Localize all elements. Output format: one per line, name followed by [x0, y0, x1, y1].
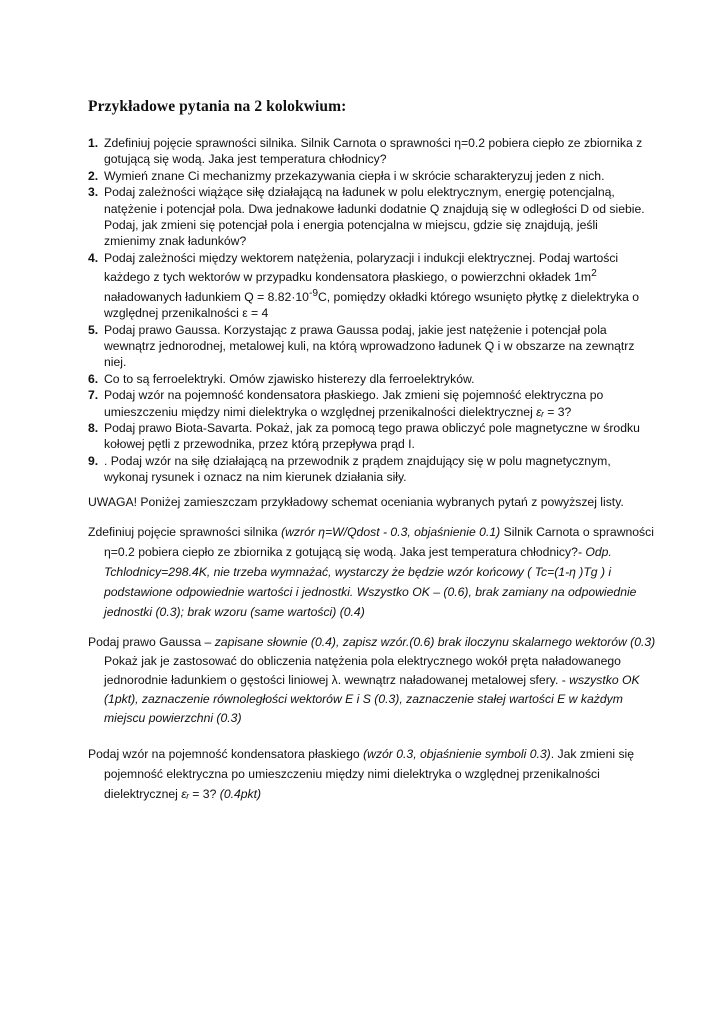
question-list: [88, 135, 648, 486]
block-text: Podaj wzór na pojemność kondensatora płaskiego: [88, 747, 364, 761]
list-item: [88, 371, 648, 387]
grading-block-gauss: [88, 633, 656, 728]
item-text: Wymień znane Ci mechanizmy przekazywania ciepła i w skrócie scharakteryzuj jeden z nich.: [104, 168, 605, 183]
list-item: [88, 250, 648, 322]
epsilon-symbol: εᵣ: [536, 404, 544, 419]
list-item: [88, 322, 648, 371]
list-item: [88, 184, 648, 250]
item-text: . Podaj wzór na siłę działającą na przewodnik z prądem znajdujący się w polu magnetycznym, wykonaj rysunek i oznacz na nim kierunek działania siły.: [104, 453, 611, 485]
list-item: [88, 453, 648, 486]
block-italic: wszystko OK (1pkt), zaznaczenie równoległości wektorów E i S (0.3), zaznaczenie stałej wartości E w każdym miejscu powierzchni (0.3): [104, 673, 640, 725]
item-text: Co to są ferroelektryki. Omów zjawisko histerezy dla ferroelektryków.: [104, 371, 475, 386]
item-number: 3.: [88, 185, 99, 200]
item-text: Podaj prawo Gaussa. Korzystając z prawa Gaussa podaj, jakie jest natężenie i potencjał pola wewnątrz jednorodnej, metalowej kuli, na którą wprowadzono ładunek Q i w obszarze na zewnątrz niej.: [104, 322, 635, 370]
item-text: Podaj zależności wiążące siłę działającą na ładunek w polu elektrycznym, energię potencjalną, natężenie i potencjał pola. Dwa jednakowe ładunki dodatnie Q znajdują się w odległości D od siebie. Podaj, jak zmieni się potencjał pola i energia potencjalna w miejscu, gdzie się znajdują, jeśli zmienimy znak ładunków?: [104, 185, 645, 249]
item-number: 1.: [88, 136, 99, 150]
item-text: Podaj wzór na pojemność kondensatora płaskiego. Jak zmieni się pojemność elektryczna po umieszczeniu między nimi dielektryka o względnej przenikalności dielektrycznej: [104, 388, 604, 419]
block-italic: (wzór 0.3, objaśnienie symboli 0.3): [363, 747, 551, 761]
item-text: Podaj zależności między wektorem natężenia, polaryzacji i indukcji elektrycznej. Podaj wartości każdego z tych wektorów w przypadku kondensatora płaskiego, o powierzchni okładek 1m: [104, 250, 619, 285]
epsilon-symbol: εᵣ: [181, 787, 189, 801]
block-text: Silnik Carnota o sprawności η=0.2 pobiera ciepło ze zbiornika z gotującą się wodą. Jaka jest temperatura chłodnicy?: [104, 525, 654, 559]
grading-block-efficiency: [88, 522, 656, 622]
item-text: C, pomiędzy okładki którego wsunięto płytkę z dielektryka o względnej przenikalności ε = 4: [104, 289, 640, 321]
block-text: . Jak zmieni się pojemność elektryczna po umieszczeniu między nimi dielektryka o względnej przenikalności dielektrycznej: [104, 747, 635, 801]
block-text: Podaj prawo Gaussa –: [88, 635, 215, 649]
block-text: Zdefiniuj pojęcie sprawności silnika: [88, 525, 282, 539]
item-text: = 3?: [543, 404, 572, 419]
block-italic: (0.4pkt): [219, 787, 262, 801]
list-item: [88, 420, 648, 453]
item-text: Podaj prawo Biota-Savarta. Pokaż, jak za pomocą tego prawa obliczyć pole magnetyczne w środku kołowej pętli z przewodnika, przez którą przepływa prąd I.: [104, 421, 640, 452]
list-item: [88, 387, 648, 420]
superscript: -9: [308, 287, 318, 299]
item-number: 8.: [88, 421, 99, 436]
item-text: naładowanych ładunkiem Q = 8.82·10: [104, 289, 309, 304]
block-italic: (wzrór η=W/Qdost - 0.3, objaśnienie 0.1): [281, 525, 501, 539]
item-number: 6.: [88, 371, 99, 386]
superscript: 2: [591, 268, 597, 280]
list-item: [88, 168, 648, 184]
item-number: 4.: [88, 250, 99, 265]
item-number: 9.: [88, 453, 99, 468]
block-italic: zapisane słownie (0.4), zapisz wzór.(0.6) brak iloczynu skalarnego wektorów (0.3): [214, 635, 656, 649]
block-text: = 3?: [188, 787, 220, 801]
notice-text: UWAGA! Poniżej zamieszczam przykładowy schemat oceniania wybranych pytań z powyższej listy.: [88, 495, 624, 509]
list-item: [88, 135, 648, 168]
page-title: Przykładowe pytania na 2 kolokwium:: [88, 98, 347, 115]
item-number: 5.: [88, 322, 99, 337]
item-number: 7.: [88, 388, 99, 403]
block-text: Pokaż jak je zastosować do obliczenia natężenia pola elektrycznego wokół pręta naładowanego jednorodnie ładunkiem o gęstości liniowej λ. wewnątrz naładowanej metalowej sfery. -: [104, 654, 621, 687]
block-italic: - Odp. Tchlodnicy=298.4K, nie trzeba wymnażać, wystarczy że będzie wzór końcowy ( Tc=(1-η )Tg ) i podstawione odpowiednie wartości i jednostki. Wszystko OK – (0.6), brak zamiany na odpowiednie jednostki (0.3); brak wzoru (same wartości) (0.4): [104, 545, 637, 619]
grading-block-capacitor: [88, 744, 656, 804]
item-number: 2.: [88, 168, 99, 183]
item-text: Zdefiniuj pojęcie sprawności silnika. Silnik Carnota o sprawności η=0.2 pobiera ciepło ze zbiornika z gotującą się wodą. Jaka jest temperatura chłodnicy?: [104, 136, 643, 167]
